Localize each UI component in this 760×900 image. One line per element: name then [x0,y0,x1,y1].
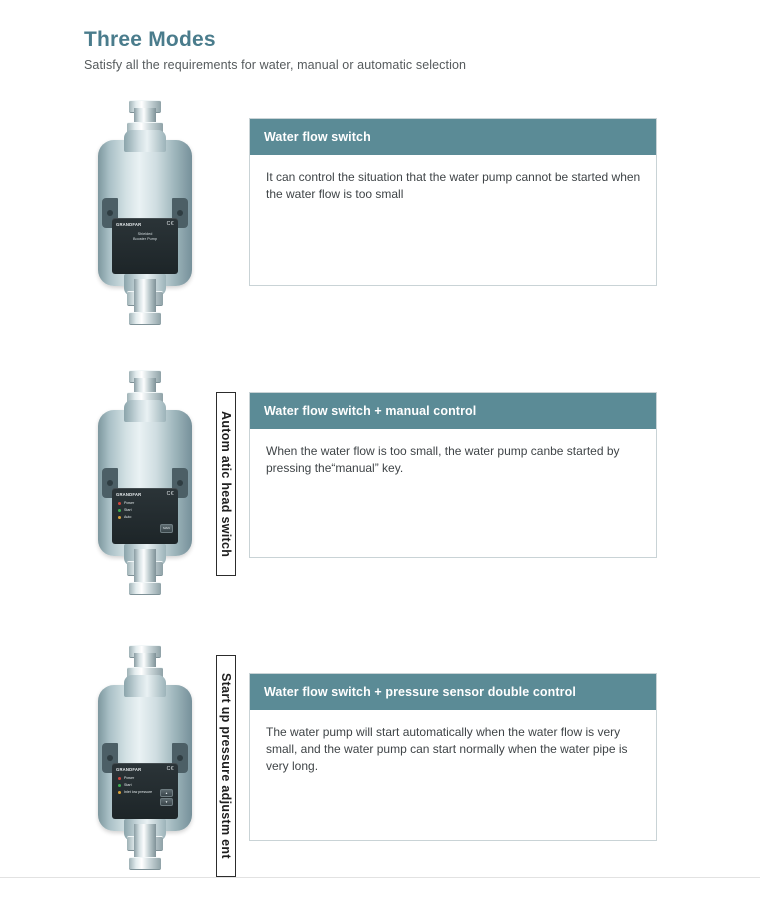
mode-section-3 [0,645,760,880]
led-label: Auto [124,515,132,519]
control-panel [112,763,178,819]
brand-label: GRANDFAR [116,221,142,227]
pressure-up-button[interactable]: ▲ [160,789,173,797]
mode-card-body-2: When the water flow is too small, the water pump canbe started by pressing the“manual” key. [266,444,620,475]
model-label-line2: Booster Pump [132,237,158,241]
side-label-text: Autom atic head switch [219,410,233,558]
control-panel [112,488,178,544]
led-row-power [118,775,172,782]
footer-divider [0,877,760,878]
pump-illustration-2 [80,370,210,595]
led-indicator-list [112,500,178,521]
mode-card-title-2: Water flow switch + manual control [250,393,656,429]
ce-mark-icon: C€ [166,491,174,497]
led-row-power [118,500,172,507]
mode-card-2 [249,392,657,558]
led-dot-icon [118,502,121,505]
control-panel [112,218,178,274]
led-label: Start [124,783,132,787]
side-label-text: Start up pressure adjustm ent [219,673,233,859]
brand-label: GRANDFAR [116,766,142,772]
ce-mark-icon: C€ [166,221,174,227]
side-label-startup-pressure-adjustment [216,655,236,877]
bottom-pipe-icon [134,549,156,595]
led-row-start [118,782,172,789]
led-label: Inlet low pressure [124,790,153,794]
led-row-start [118,507,172,514]
led-label: Start [124,508,132,512]
pump-body [98,410,192,556]
page-title: Three Modes [84,28,216,51]
page-subtitle: Satisfy all the requirements for water, manual or automatic selection [84,58,467,72]
pump-body [98,685,192,831]
mode-card-3 [249,673,657,841]
mode-card-body-3: The water pump will start automatically when the water flow is very small, and the water pump can start normally when the water pipe is very long. [266,725,628,773]
led-dot-icon [118,791,121,794]
mode-card-body-1: It can control the situation that the water pump cannot be started when the water flow is too small [266,170,641,201]
page-header [84,28,724,72]
model-label-line1: Shielded [137,232,153,236]
side-label-automatic-head-switch [216,392,236,576]
mode-section-2 [0,370,760,600]
mode-section-1 [0,100,760,330]
manual-button[interactable]: MAN [160,524,173,533]
mode-card-1 [249,118,657,286]
pressure-down-button[interactable]: ▼ [160,798,173,806]
led-row-auto [118,514,172,521]
led-dot-icon [118,777,121,780]
led-dot-icon [118,509,121,512]
pump-body [98,140,192,286]
mode-card-title-3: Water flow switch + pressure sensor double control [250,674,656,710]
led-dot-icon [118,784,121,787]
brand-label: GRANDFAR [116,491,142,497]
bottom-pipe-icon [134,279,156,325]
mode-card-title-1: Water flow switch [250,119,656,155]
ce-mark-icon: C€ [166,766,174,772]
pump-illustration-1 [80,100,210,325]
led-label: Power [124,501,135,505]
led-label: Power [124,776,135,780]
led-dot-icon [118,516,121,519]
pump-illustration-3 [80,645,210,870]
bottom-pipe-icon [134,824,156,870]
